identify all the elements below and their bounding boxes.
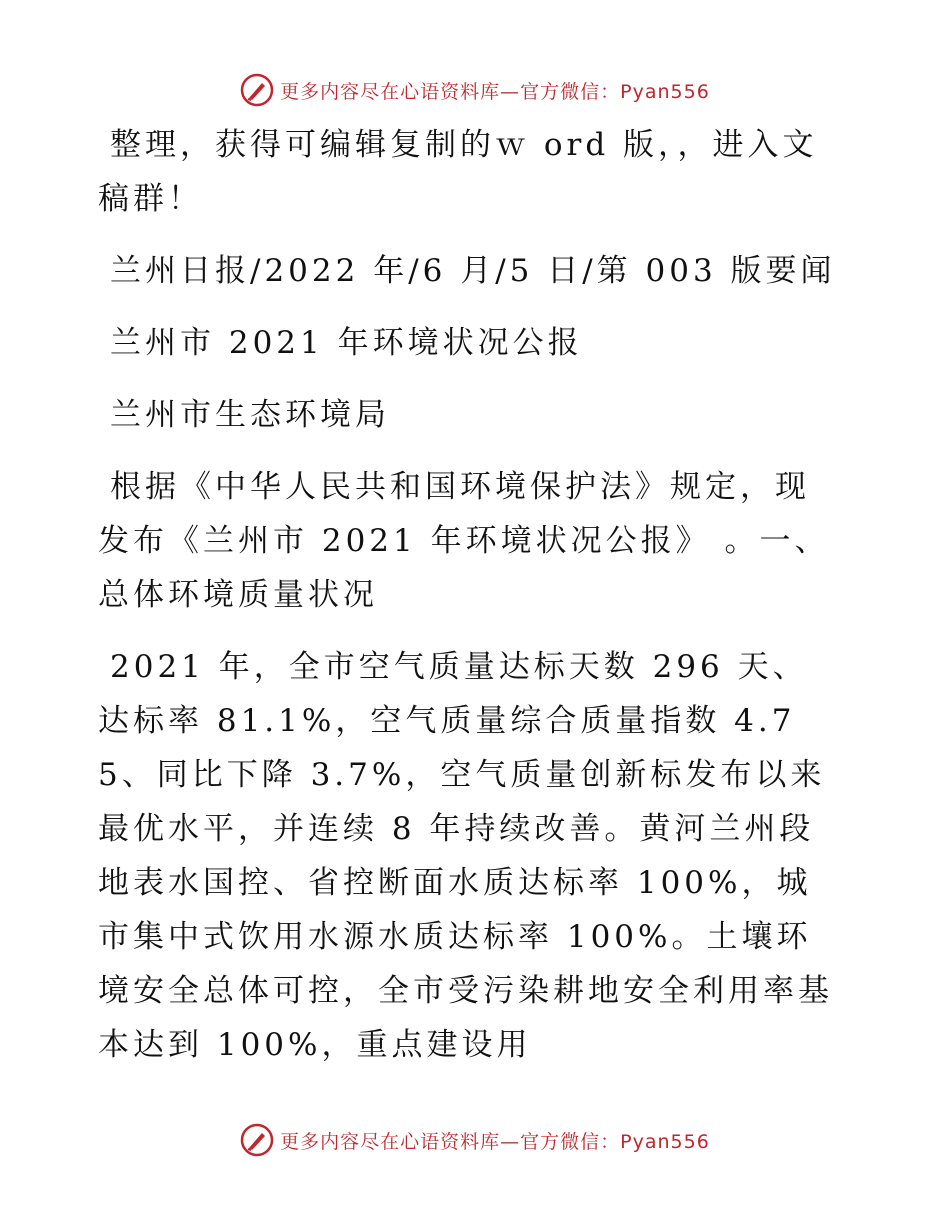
- body-paragraph-2: 2021 年，全市空气质量达标天数 296 天、达标率 81.1%，空气质量综合质量指数 4.75、同比下降 3.7%，空气质量创新标发布以来最优水平，并连续 8 年持续改善。黄河兰州段地表水国控、省控断面水质达标率 100%，城市集中式饮用水源水质达标率 100%。土壤环境安全总体可控，全市受污染耕地安全利用率基本达到 100%，重点建设用: [98, 649, 833, 1063]
- quill-pen-logo-icon: [240, 1123, 274, 1157]
- document-body: [98, 118, 838, 1072]
- issuing-authority: 兰州市生态环境局: [110, 397, 390, 433]
- quill-pen-logo-icon: [240, 73, 274, 107]
- footer-watermark-banner: [0, 1120, 950, 1160]
- body-paragraph-1: 根据《中华人民共和国环境保护法》规定，现发布《兰州市 2021 年环境状况公报》 。一、总体环境质量状况: [98, 469, 830, 613]
- document-title: 兰州市 2021 年环境状况公报: [110, 325, 583, 361]
- header-watermark-banner: [0, 70, 950, 110]
- intro-paragraph: 整理，获得可编辑复制的ｗ ord 版，，进入文稿群！: [98, 127, 818, 217]
- source-line: 兰州日报/2022 年/6 月/5 日/第 003 版要闻: [110, 253, 836, 289]
- watermark-text: 更多内容尽在心语资料库—官方微信：Pyan556: [280, 1130, 710, 1153]
- watermark-text: 更多内容尽在心语资料库—官方微信：Pyan556: [280, 80, 710, 103]
